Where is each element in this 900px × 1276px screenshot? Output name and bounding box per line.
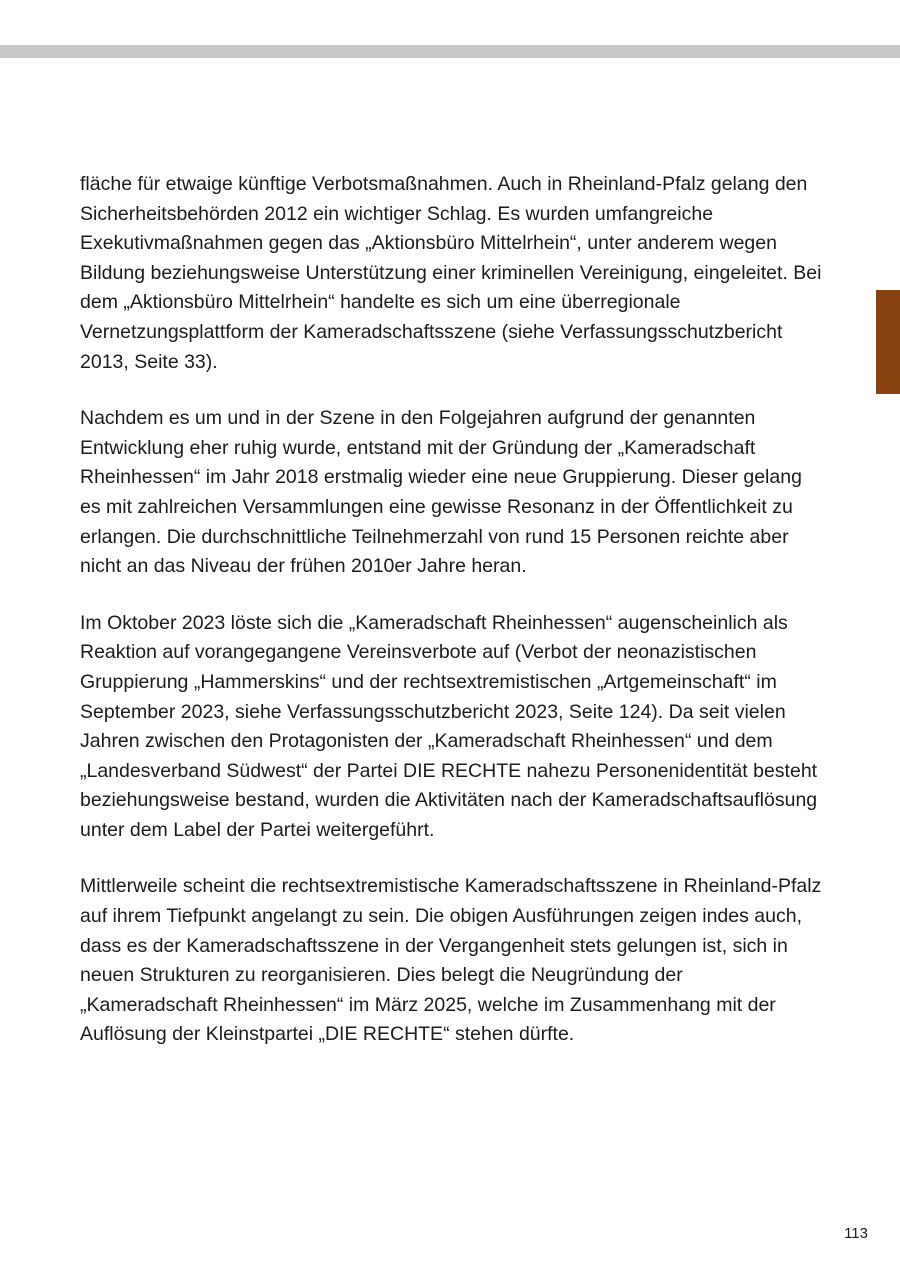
page-content <box>80 170 822 1077</box>
paragraph: fläche für etwaige künftige Verbotsmaßnahmen. Auch in Rheinland-Pfalz gelang den Sicherheitsbehörden 2012 ein wichtiger Schlag. Es wurden umfangreiche Exekutivmaßnahmen gegen das „Aktionsbüro Mittelrhein“, unter anderem wegen Bildung beziehungsweise Unterstützung einer kriminellen Vereinigung, eingeleitet. Bei dem „Aktionsbüro Mittelrhein“ handelte es sich um eine überregionale Vernetzungsplattform der Kameradschaftsszene (siehe Verfassungsschutzbericht 2013, Seite 33). <box>80 173 822 373</box>
page-number: 113 <box>844 1225 868 1242</box>
paragraph: Nachdem es um und in der Szene in den Folgejahren aufgrund der genannten Entwicklung eher ruhig wurde, entstand mit der Gründung der „Kameradschaft Rheinhessen“ im Jahr 2018 erstmalig wieder eine neue Gruppierung. Dieser gelang es mit zahlreichen Versammlungen eine gewisse Resonanz in der Öffentlichkeit zu erlangen. Die durchschnittliche Teilnehmerzahl von rund 15 Personen reichte aber nicht an das Niveau der frühen 2010er Jahre heran. <box>80 407 802 578</box>
paragraph: Mittlerweile scheint die rechtsextremistische Kameradschaftsszene in Rheinland-Pfalz auf ihrem Tiefpunkt angelangt zu sein. Die obigen Ausführungen zeigen indes auch, dass es der Kameradschaftsszene in der Vergangenheit stets gelungen ist, sich in neuen Strukturen zu reorganisieren. Dies belegt die Neugründung der „Kameradschaft Rheinhessen“ im März 2025, welche im Zusammenhang mit der Auflösung der Kleinstpartei „DIE RECHTE“ stehen dürfte. <box>80 875 822 1046</box>
header-rule <box>0 45 900 58</box>
paragraph: Im Oktober 2023 löste sich die „Kameradschaft Rheinhessen“ augenscheinlich als Reaktion auf vorangegangene Vereinsverbote auf (Verbot der neonazistischen Gruppierung „Hammerskins“ und der rechtsextremistischen „Artgemeinschaft“ im September 2023, siehe Verfassungsschutzbericht 2023, Seite 124). Da seit vielen Jahren zwischen den Protagonisten der „Kameradschaft Rheinhessen“ und dem „Landesverband Südwest“ der Partei DIE RECHTE nahezu Personenidentität besteht beziehungsweise bestand, wurden die Aktivitäten nach der Kameradschaftsauflösung unter dem Label der Partei weitergeführt. <box>80 611 818 841</box>
chapter-tab-marker <box>876 290 900 394</box>
